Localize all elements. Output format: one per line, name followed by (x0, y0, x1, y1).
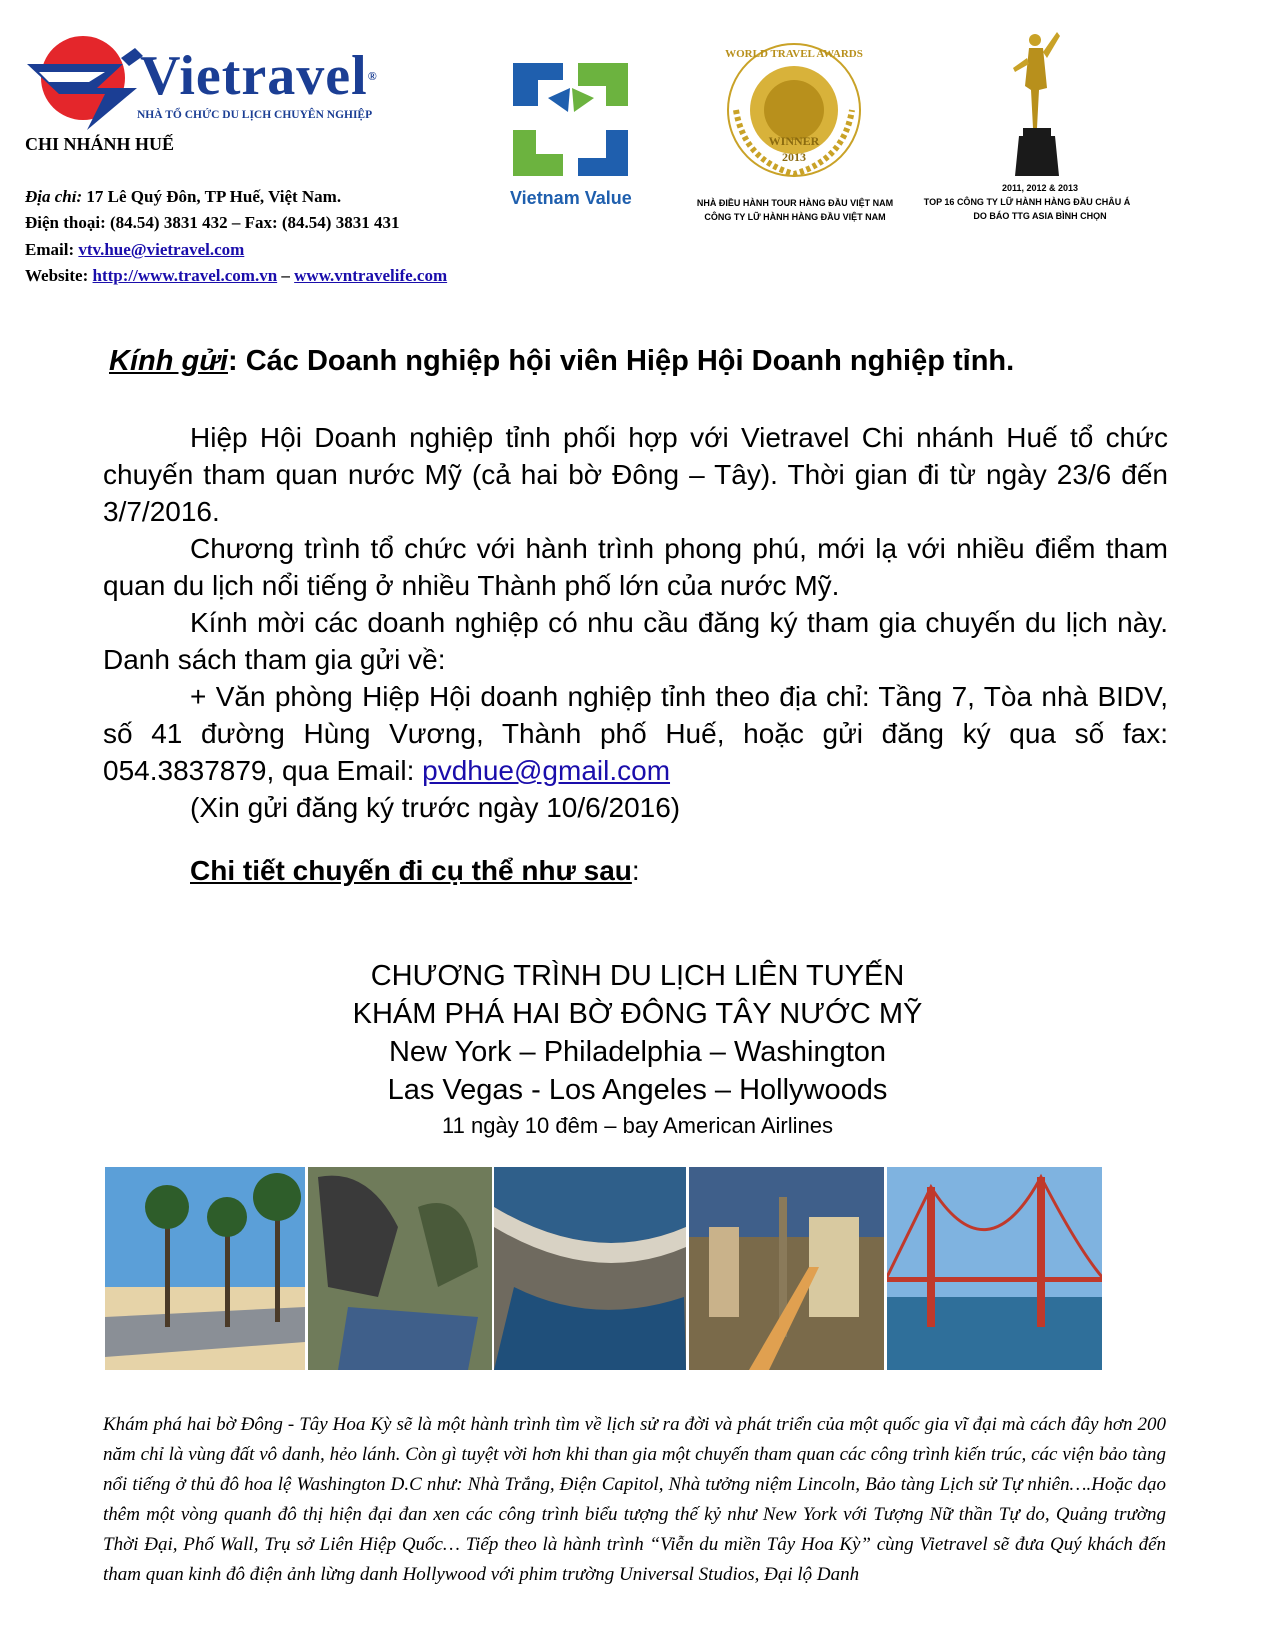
paragraph-deadline: (Xin gửi đăng ký trước ngày 10/6/2016) (190, 792, 681, 823)
brand-name-text: Vietravel (140, 45, 368, 107)
greeting-label: Kính gửi (109, 345, 228, 377)
address-label: Địa chỉ: (25, 187, 83, 206)
program-line-1: CHƯƠNG TRÌNH DU LỊCH LIÊN TUYẾN (370, 960, 905, 992)
intro-paragraph: Khám phá hai bờ Đông - Tây Hoa Kỳ sẽ là một hành trình tìm về lịch sử ra đời và phát triển của một quốc gia vĩ đại mà cách đây hơn 200 năm chỉ là vùng đất vô danh, hẻo lánh. Còn gì tuyệt vời hơn khi than gia một chuyến tham quan các công trình kiến trúc, các viện bảo tàng nổi tiếng ở thủ đô hoa lệ Washington D.C như: Nhà Trắng, Điện Capitol, Nhà tưởng niệm Lincoln, Bảo tàng Lịch sử Tự nhiên….Hoặc dạo thêm một vòng quanh đô thị hiện đại đan xen các công trình biểu tượng thế kỷ như New York với Tượng Nữ thần Tự do, Quảng trường Thời Đại, Phố Wall, Trụ sở Liên Hiệp Quốc… Tiếp theo là hành trình “Viễn du miền Tây Hoa Kỳ” cùng Vietravel sẽ đưa Quý khách đến tham quan kinh đô điện ảnh lừng danh Hollywood với phim trường Universal Studios, Đại lộ Danh (103, 1414, 1166, 1585)
website-separator: – (281, 266, 290, 285)
vietnam-value-text: Vietnam Value (510, 188, 632, 208)
website-link-vntravelife[interactable]: www.vntravelife.com (294, 266, 448, 285)
award-winner-text: WINNER (768, 134, 820, 148)
program-line-5: 11 ngày 10 đêm – bay American Airlines (442, 1113, 833, 1138)
address-line (25, 187, 341, 207)
paragraph-intro: Hiệp Hội Doanh nghiệp tỉnh phối hợp với Vietravel Chi nhánh Huế tổ chức chuyến tham quan nước Mỹ (cả hai bờ Đông – Tây). Thời gian đi từ ngày 23/6 đến 3/7/2016. (103, 422, 1168, 527)
details-heading-colon: : (631, 855, 640, 886)
website-link-travel[interactable]: http://www.travel.com.vn (92, 266, 278, 285)
registered-mark: ® (367, 69, 378, 83)
program-line-4: Las Vegas - Los Angeles – Hollywoods (387, 1074, 888, 1106)
award-year-text: 2013 (782, 150, 806, 164)
vietnam-value-emblem-icon (508, 58, 638, 183)
trophy-caption-2: DO BÁO TTG ASIA BÌNH CHỌN (973, 211, 1107, 221)
photo-king-kong (308, 1167, 492, 1370)
world-travel-awards-badge (714, 40, 874, 180)
greeting-recipients: Các Doanh nghiệp hội viên Hiệp Hội Doanh nghiệp tỉnh. (237, 345, 1015, 377)
photo-golden-gate (887, 1167, 1102, 1370)
award-caption-2: CÔNG TY LỮ HÀNH HÀNG ĐẦU VIỆT NAM (704, 212, 886, 222)
brand-tagline: NHÀ TỔ CHỨC DU LỊCH CHUYÊN NGHIỆP (137, 109, 373, 121)
program-line-2: KHÁM PHÁ HAI BỜ ĐÔNG TÂY NƯỚC MỸ (352, 998, 923, 1030)
photo-hoover-dam (494, 1167, 686, 1370)
phone-value: (84.54) 3831 432 – Fax: (84.54) 3831 431 (110, 213, 400, 232)
phone-line (25, 213, 399, 233)
greeting-colon: : (227, 345, 238, 377)
photo-beach (105, 1167, 305, 1370)
photo-las-vegas (689, 1167, 884, 1370)
website-line (25, 266, 447, 286)
letter-body (103, 419, 1168, 826)
vietnam-value-logo (508, 58, 638, 218)
paragraph-program: Chương trình tổ chức với hành trình phong phú, mới lạ với nhiều điểm tham quan du lịch nổi tiếng ở nhiều Thành phố lớn của nước Mỹ. (103, 533, 1168, 601)
address-value: 17 Lê Quý Đôn, TP Huế, Việt Nam. (86, 187, 342, 206)
email-line (25, 240, 244, 260)
trophy-award (1005, 28, 1075, 178)
program-line-3: New York – Philadelphia – Washington (388, 1036, 887, 1068)
website-label: Website: (25, 266, 89, 285)
trophy-caption-1: TOP 16 CÔNG TY LỮ HÀNH HÀNG ĐẦU CHÂU Á (923, 197, 1131, 207)
registration-email-link[interactable]: pvdhue@gmail.com (422, 755, 671, 786)
trophy-icon (1005, 28, 1075, 178)
details-heading (190, 855, 640, 887)
details-heading-text: Chi tiết chuyến đi cụ thể như sau (190, 855, 632, 886)
email-label: Email: (25, 240, 75, 259)
branch-name: CHI NHÁNH HUẾ (25, 134, 175, 154)
phone-label: Điện thoại: (25, 213, 106, 232)
award-caption-1: NHÀ ĐIỀU HÀNH TOUR HÀNG ĐẦU VIỆT NAM (696, 198, 894, 208)
email-link[interactable]: vtv.hue@vietravel.com (78, 240, 245, 259)
brand-name (140, 46, 378, 106)
paragraph-invitation: Kính mời các doanh nghiệp có nhu cầu đăng ký tham gia chuyến du lịch này. Danh sách tham gia gửi về: (103, 607, 1168, 675)
contact-text: + Văn phòng Hiệp Hội doanh nghiệp tỉnh theo địa chỉ: Tầng 7, Tòa nhà BIDV, số 41 đường Hùng Vương, Thành phố Huế, hoặc gửi đăng ký qua số fax: 054.3837879, qua Email: (103, 681, 1168, 786)
trophy-years: 2011, 2012 & 2013 (1001, 183, 1079, 193)
greeting-line (109, 345, 1014, 378)
award-title-text: WORLD TRAVEL AWARDS (725, 48, 863, 60)
paragraph-contact (103, 678, 1168, 789)
